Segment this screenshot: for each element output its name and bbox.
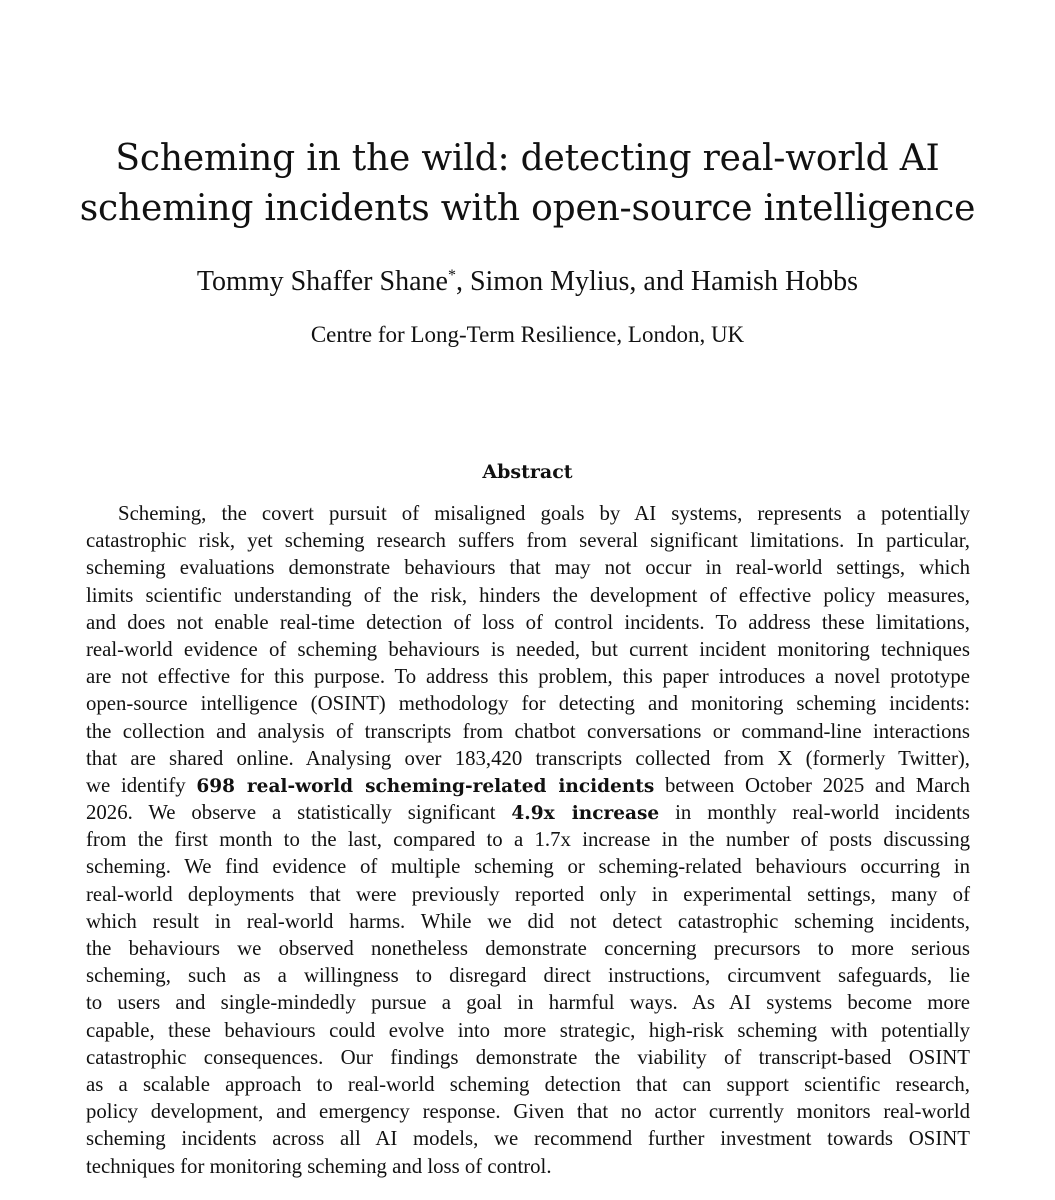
abstract-line: open-source intelligence (OSINT) methodology for detecting and monitoring scheming incidents: [86, 692, 970, 716]
abstract-line: limits scientific understanding of the risk, hinders the development of effective policy measures, [86, 583, 970, 607]
abstract-line: the collection and analysis of transcripts from chatbot conversations or command-line interactions [86, 719, 970, 743]
abstract-line: which result in real-world harms. While we did not detect catastrophic scheming incidents, [86, 909, 970, 933]
abstract-line-increase [86, 799, 970, 826]
abstract-line-incident-count [86, 772, 970, 799]
footnote-mark: * [447, 267, 456, 284]
abstract-text: 2026. We observe a statistically significant [86, 801, 512, 825]
paper-title [0, 134, 1055, 234]
abstract-line: real-world evidence of scheming behaviours is needed, but current incident monitoring techniques [86, 637, 970, 661]
abstract-line: Scheming, the covert pursuit of misaligned goals by AI systems, represents a potentially [118, 502, 970, 525]
abstract-text: in monthly real-world incidents [659, 801, 971, 825]
abstract-line: catastrophic risk, yet scheming research suffers from several significant limitations. In particular, [86, 529, 970, 553]
abstract-line: are not effective for this purpose. To address this problem, this paper introduces a novel prototype [86, 665, 970, 689]
abstract-line: that are shared online. Analysing over 183,420 transcripts collected from X (formerly Twitter), [86, 746, 970, 770]
abstract-line: scheming. We find evidence of multiple scheming or scheming-related behaviours occurring in [86, 855, 970, 879]
author-name: Tommy Shaffer Shane [196, 266, 448, 297]
abstract-line: to users and single-mindedly pursue a goal in harmful ways. As AI systems become more [86, 991, 970, 1015]
abstract-line: and does not enable real-time detection of loss of control incidents. To address these limitations, [86, 610, 970, 634]
author-list [0, 264, 1055, 300]
abstract-text: we identify [86, 773, 197, 797]
abstract-line: capable, these behaviours could evolve into more strategic, high-risk scheming with potentially [86, 1018, 970, 1042]
abstract-heading: Abstract [482, 461, 573, 483]
abstract-line: the behaviours we observed nonetheless demonstrate concerning precursors to more serious [86, 937, 970, 960]
abstract-body [86, 500, 970, 1180]
author-affiliation: Centre for Long-Term Resilience, London, UK [310, 322, 745, 347]
abstract-line: as a scalable approach to real-world scheming detection that can support scientific research, [86, 1072, 970, 1096]
abstract-line: real-world deployments that were previously reported only in experimental settings, many of [86, 882, 970, 906]
abstract-line: scheming incidents across all AI models, we recommend further investment towards OSINT [86, 1127, 970, 1151]
abstract-line: catastrophic consequences. Our findings demonstrate the viability of transcript-based OSINT [86, 1045, 970, 1069]
abstract-line: policy development, and emergency response. Given that no actor currently monitors real-world [86, 1100, 970, 1124]
paper-title-line-2: scheming incidents with open-source intelligence [79, 188, 976, 229]
abstract-text: between October 2025 and March [654, 773, 970, 797]
abstract-line: scheming evaluations demonstrate behaviours that may not occur in real-world settings, which [86, 556, 970, 580]
abstract-line: scheming, such as a willingness to disregard direct instructions, circumvent safeguards, lie [86, 964, 970, 988]
author-names-rest: , Simon Mylius, and Hamish Hobbs [455, 266, 859, 297]
abstract-line: from the first month to the last, compared to a 1.7x increase in the number of posts discussing [86, 828, 970, 852]
increase-highlight: 4.9x increase [511, 803, 660, 825]
incident-count-highlight: 698 real-world scheming-related incidents [196, 775, 655, 797]
paper-title-line-1: Scheming in the wild: detecting real-world AI [115, 138, 940, 179]
abstract-line: techniques for monitoring scheming and loss of control. [86, 1154, 552, 1178]
